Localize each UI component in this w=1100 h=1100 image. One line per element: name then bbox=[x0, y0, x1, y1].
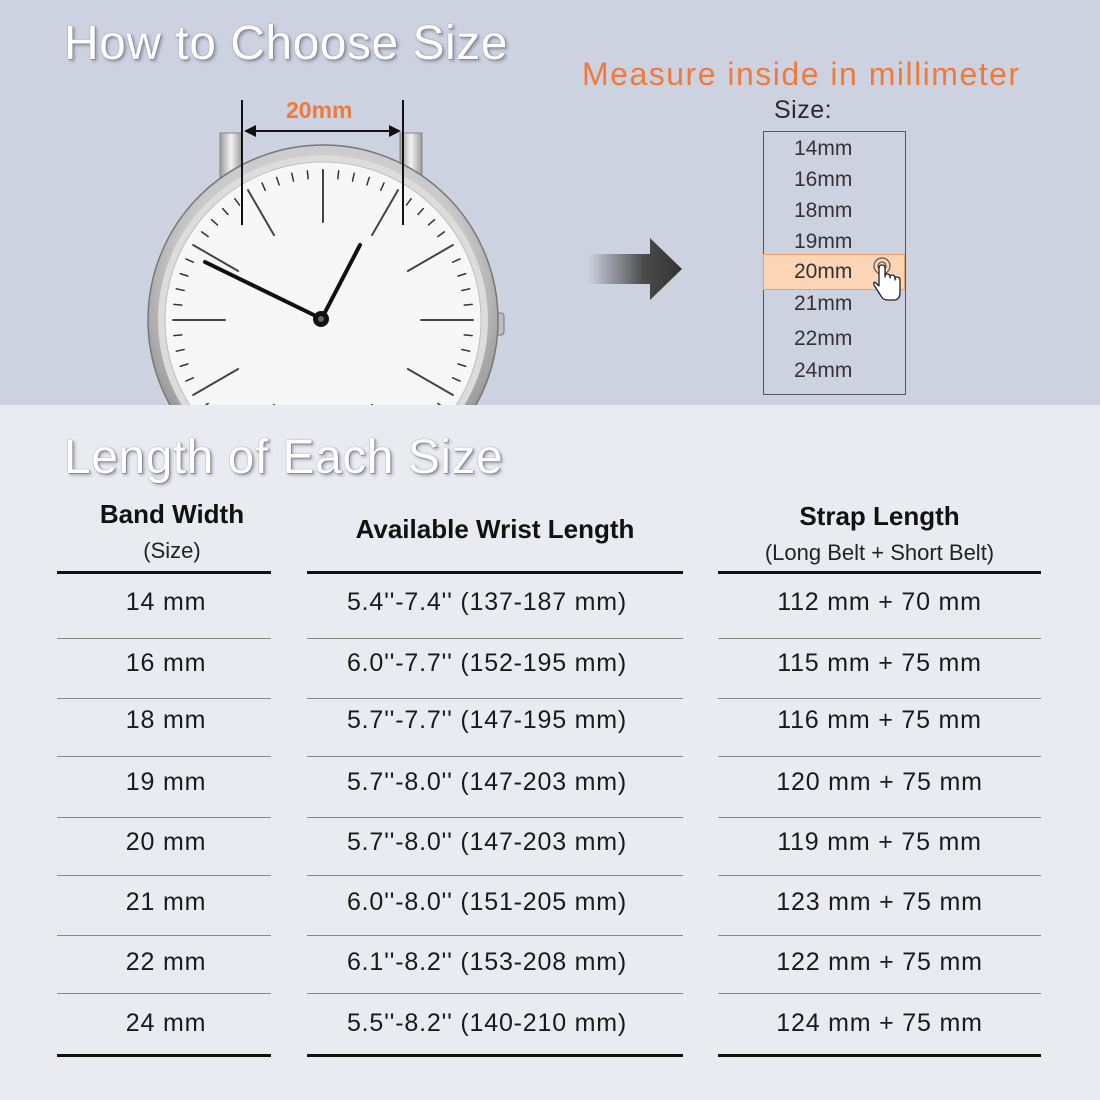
row-divider bbox=[307, 698, 683, 699]
row-divider bbox=[307, 993, 683, 994]
header-main: Strap Length bbox=[799, 501, 960, 531]
pointing-hand-icon bbox=[872, 256, 904, 304]
row-divider bbox=[718, 756, 1041, 757]
wrist-length-cell: 5.7''-7.7'' (147-195 mm) bbox=[346, 706, 628, 734]
size-option[interactable]: 24mm bbox=[794, 359, 853, 382]
header-strap-length bbox=[718, 501, 1041, 566]
header-rule bbox=[307, 571, 683, 574]
arrow-right-icon bbox=[588, 236, 688, 306]
wrist-length-cell: 6.0''-8.0'' (151-205 mm) bbox=[346, 888, 628, 916]
size-option[interactable]: 22mm bbox=[794, 327, 853, 350]
row-divider bbox=[718, 935, 1041, 936]
row-divider bbox=[57, 993, 271, 994]
row-divider bbox=[718, 817, 1041, 818]
how-to-title: How to Choose Size bbox=[64, 17, 508, 70]
strap-length-cell: 123 mm + 75 mm bbox=[776, 888, 983, 916]
size-option[interactable]: 21mm bbox=[794, 292, 853, 315]
size-label: Size: bbox=[774, 96, 833, 124]
strap-length-cell: 112 mm + 70 mm bbox=[777, 588, 982, 616]
row-divider bbox=[57, 817, 271, 818]
row-divider bbox=[718, 993, 1041, 994]
header-main: Band Width bbox=[99, 499, 245, 529]
row-divider bbox=[57, 638, 271, 639]
row-divider bbox=[718, 875, 1041, 876]
footer-rule bbox=[307, 1054, 683, 1057]
size-option[interactable]: 16mm bbox=[794, 168, 853, 191]
row-divider bbox=[57, 756, 271, 757]
wrist-length-cell: 6.1''-8.2'' (153-208 mm) bbox=[346, 948, 628, 976]
row-divider bbox=[307, 935, 683, 936]
row-divider bbox=[57, 698, 271, 699]
footer-rule bbox=[718, 1054, 1041, 1057]
row-divider bbox=[307, 817, 683, 818]
band-width-cell: 22 mm bbox=[125, 948, 207, 976]
band-width-cell: 14 mm bbox=[125, 588, 207, 616]
size-option[interactable]: 19mm bbox=[794, 230, 853, 253]
band-width-cell: 20 mm bbox=[125, 828, 207, 856]
strap-length-cell: 120 mm + 75 mm bbox=[776, 768, 983, 796]
watch-illustration bbox=[0, 0, 560, 405]
header-main: Available Wrist Length bbox=[355, 514, 635, 544]
row-divider bbox=[718, 638, 1041, 639]
wrist-length-cell: 5.4''-7.4'' (137-187 mm) bbox=[346, 588, 628, 616]
selected-size-label: 20mm bbox=[794, 260, 853, 283]
strap-length-cell: 119 mm + 75 mm bbox=[777, 828, 982, 856]
band-width-cell: 16 mm bbox=[125, 649, 207, 677]
wrist-length-cell: 5.7''-8.0'' (147-203 mm) bbox=[346, 768, 628, 796]
band-width-cell: 21 mm bbox=[125, 888, 207, 916]
footer-rule bbox=[57, 1054, 271, 1057]
band-width-cell: 18 mm bbox=[125, 706, 207, 734]
row-divider bbox=[307, 638, 683, 639]
wrist-length-cell: 5.5''-8.2'' (140-210 mm) bbox=[346, 1009, 628, 1037]
row-divider bbox=[307, 756, 683, 757]
band-width-label: 20mm bbox=[286, 97, 353, 123]
row-divider bbox=[57, 935, 271, 936]
strap-length-cell: 115 mm + 75 mm bbox=[777, 649, 982, 677]
size-option[interactable]: 18mm bbox=[794, 199, 853, 222]
header-wrist-length bbox=[307, 514, 683, 545]
wrist-length-cell: 6.0''-7.7'' (152-195 mm) bbox=[346, 649, 628, 677]
row-divider bbox=[57, 875, 271, 876]
strap-length-cell: 116 mm + 75 mm bbox=[777, 706, 982, 734]
size-option[interactable]: 14mm bbox=[794, 137, 853, 160]
strap-length-cell: 122 mm + 75 mm bbox=[776, 948, 983, 976]
band-width-cell: 24 mm bbox=[125, 1009, 207, 1037]
size-option-selected[interactable] bbox=[763, 254, 905, 290]
how-to-section bbox=[0, 0, 1100, 405]
length-title: Length of Each Size bbox=[64, 431, 504, 484]
header-band-width bbox=[57, 499, 287, 564]
header-rule bbox=[57, 571, 271, 574]
header-sub: (Size) bbox=[143, 538, 201, 563]
header-sub: (Long Belt + Short Belt) bbox=[764, 540, 995, 565]
band-width-cell: 19 mm bbox=[125, 768, 207, 796]
wrist-length-cell: 5.7''-8.0'' (147-203 mm) bbox=[346, 828, 628, 856]
row-divider bbox=[307, 875, 683, 876]
size-list bbox=[763, 131, 906, 395]
strap-length-cell: 124 mm + 75 mm bbox=[776, 1009, 983, 1037]
row-divider bbox=[718, 698, 1041, 699]
header-rule bbox=[718, 571, 1041, 574]
measure-instruction: Measure inside in millimeter bbox=[582, 56, 1021, 92]
